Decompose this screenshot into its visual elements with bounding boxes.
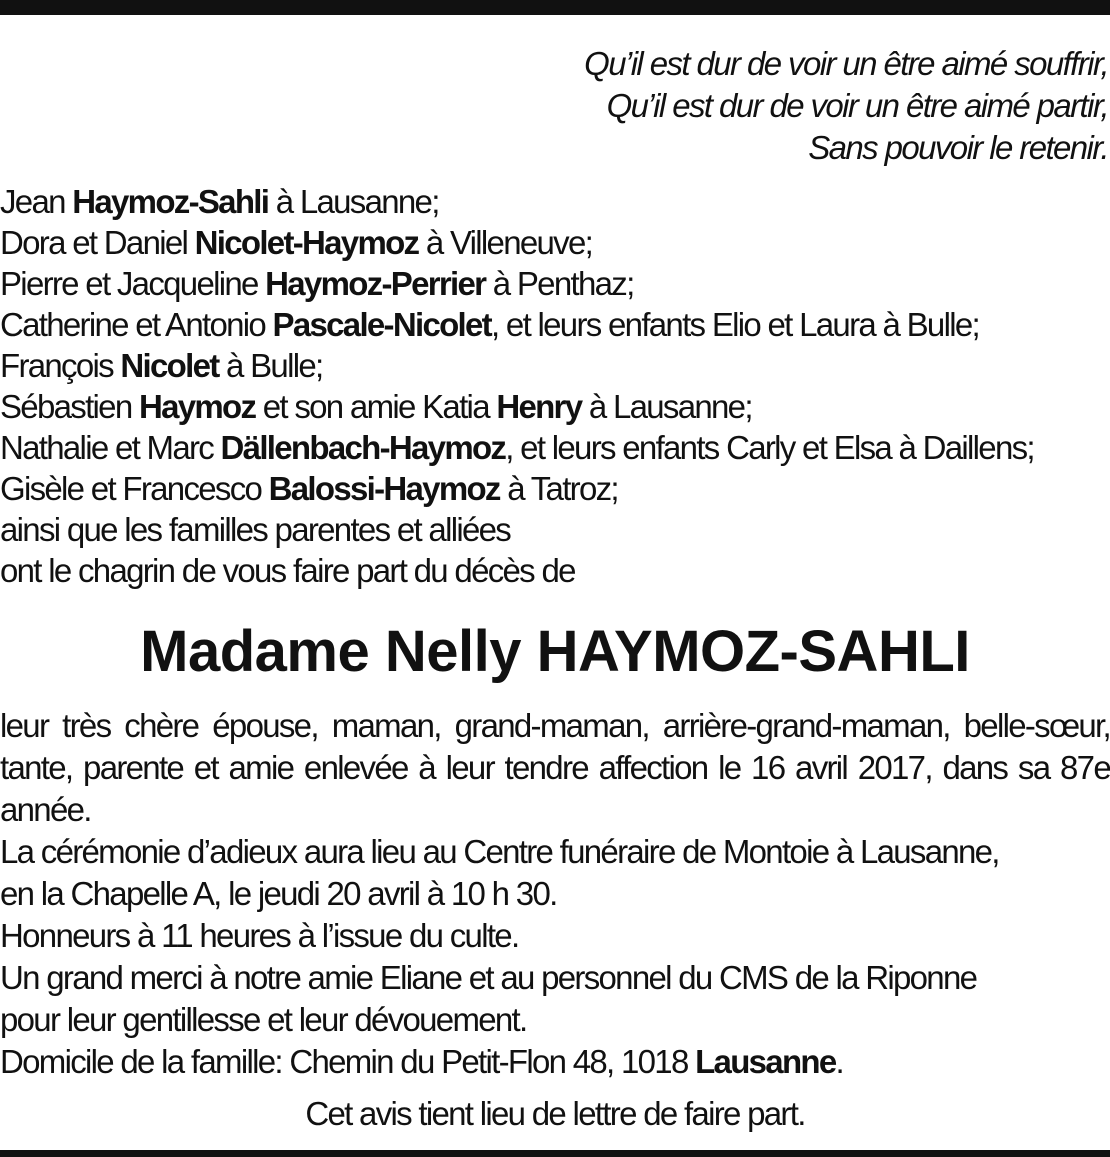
family-name: Haymoz (138, 388, 256, 425)
family-name: Haymoz-Sahli (72, 183, 269, 220)
domicile-city: Lausanne (695, 1043, 836, 1080)
mourner-line: Dora et Daniel Nicolet-Haymoz à Villeneuve; (0, 224, 593, 261)
mourner-line: Gisèle et Francesco Balossi-Haymoz à Tatroz; (0, 470, 618, 507)
mourner-line: Sébastien Haymoz et son amie Katia Henry à Lausanne; (0, 388, 752, 425)
family-name: Pascale-Nicolet (272, 306, 491, 343)
bottom-rule (0, 1150, 1110, 1157)
thanks-line: pour leur gentillesse et leur dévouement. (0, 1001, 527, 1038)
poem-line: Sans pouvoir le retenir. (808, 129, 1108, 166)
honours-line: Honneurs à 11 heures à l’issue du culte. (0, 917, 519, 954)
obituary-body (0, 705, 1110, 1083)
mourner-line: Nathalie et Marc Dällenbach-Haymoz, et leurs enfants Carly et Elsa à Daillens; (0, 429, 1034, 466)
poem-line: Qu’il est dur de voir un être aimé souffrir, (584, 45, 1108, 82)
mourner-line: François Nicolet à Bulle; (0, 347, 323, 384)
family-name: Henry (496, 388, 582, 425)
deceased-name: Madame Nelly HAYMOZ-SAHLI (140, 619, 970, 684)
announcement-line: ainsi que les familles parentes et alliées (0, 511, 511, 548)
mourner-line: Catherine et Antonio Pascale-Nicolet, et leurs enfants Elio et Laura à Bulle; (0, 306, 979, 343)
family-name: Balossi-Haymoz (268, 470, 500, 507)
ceremony-line: en la Chapelle A, le jeudi 20 avril à 10 h 30. (0, 875, 557, 912)
thanks-line: Un grand merci à notre amie Eliane et au personnel du CMS de la Riponne (0, 959, 977, 996)
poem-line: Qu’il est dur de voir un être aimé partir, (606, 87, 1108, 124)
family-name: Haymoz-Perrier (265, 265, 486, 302)
mourner-line: Pierre et Jacqueline Haymoz-Perrier à Penthaz; (0, 265, 634, 302)
domicile-line: Domicile de la famille: Chemin du Petit-Flon 48, 1018 Lausanne. (0, 1043, 843, 1080)
closing-note: Cet avis tient lieu de lettre de faire part. (305, 1095, 805, 1132)
top-rule (0, 0, 1110, 15)
announcement-line: ont le chagrin de vous faire part du décès de (0, 552, 575, 589)
family-name: Nicolet (120, 347, 219, 384)
mourner-line: Jean Haymoz-Sahli à Lausanne; (0, 183, 439, 220)
family-name: Nicolet-Haymoz (194, 224, 419, 261)
family-name: Dällenbach-Haymoz (220, 429, 506, 466)
mourners-list (0, 181, 1110, 591)
tribute-paragraph: leur très chère épouse, maman, grand-maman, arrière-grand-maman, belle-sœur, tante, parente et amie enlevée à leur tendre affection le 16 avril 2017, dans sa 87e année. (0, 707, 1110, 828)
ceremony-line: La cérémonie d’adieux aura lieu au Centre funéraire de Montoie à Lausanne, (0, 833, 999, 870)
epigraph-poem (584, 43, 1108, 169)
